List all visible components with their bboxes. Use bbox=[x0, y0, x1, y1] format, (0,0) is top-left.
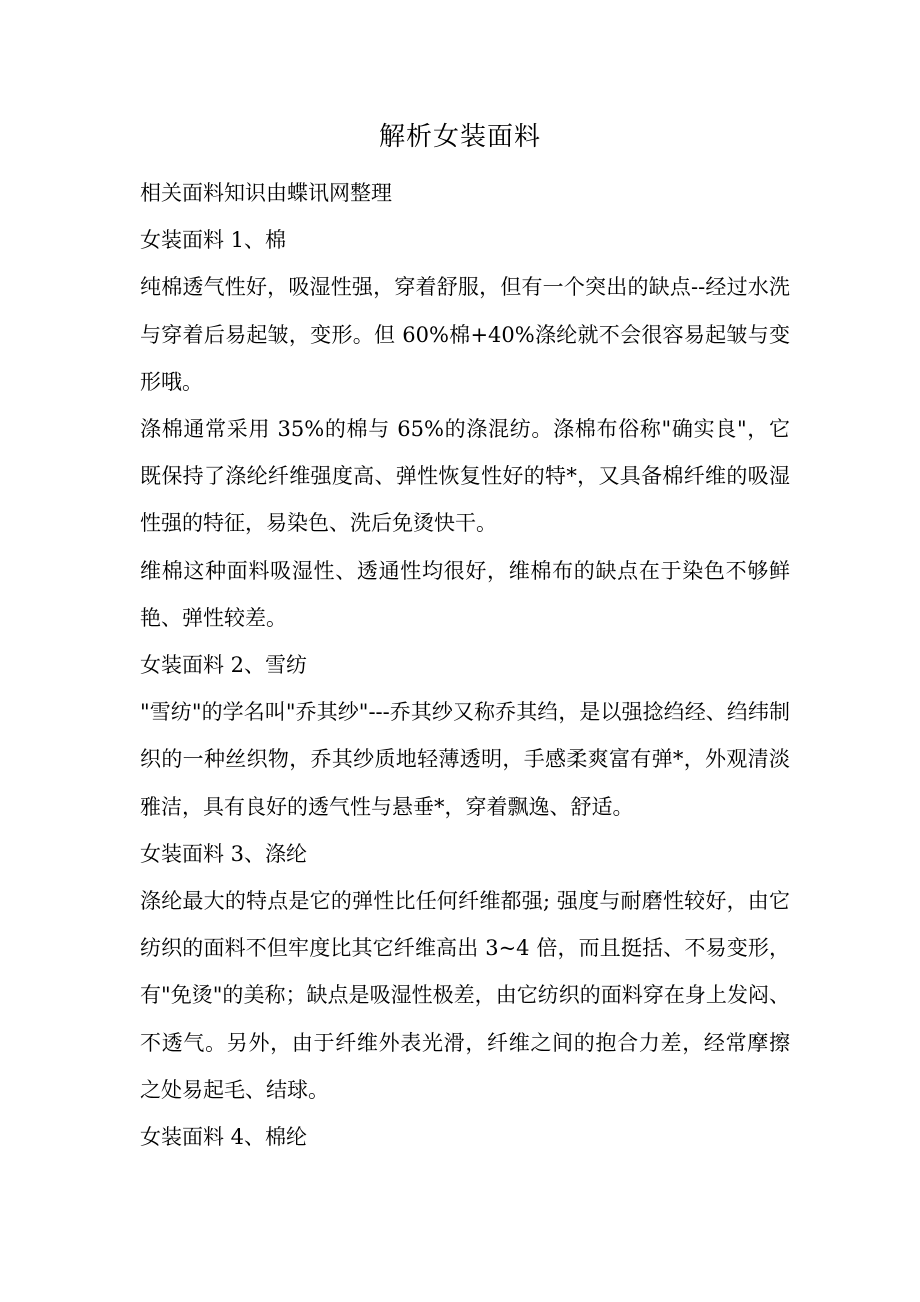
body-paragraph: "雪纺"的学名叫"乔其纱"---乔其纱又称乔其绉，是以强捻绉经、绉纬制织的一种丝织物，乔其纱质地轻薄透明，手感柔爽富有弹*，外观清淡雅洁，具有良好的透气性与悬垂*，穿着飘逸、舒适。 bbox=[140, 700, 790, 819]
section-heading-nylon-cotton: 女装面料 4、棉纶 bbox=[140, 1125, 308, 1150]
section-heading-chiffon: 女装面料 2、雪纺 bbox=[140, 653, 308, 678]
body-paragraph: 涤纶最大的特点是它的弹性比任何纤维都强; 强度与耐磨性较好，由它纺织的面料不但牢度比其它纤维高出 3~4 倍，而且挺括、不易变形，有"免烫"的美称；缺点是吸湿性极差，由它纺织的面料穿在身上发闷、不透气。另外，由于纤维外表光滑，纤维之间的抱合力差，经常摩擦之处易起毛、结球。 bbox=[140, 889, 790, 1102]
body-paragraph: 纯棉透气性好，吸湿性强，穿着舒服，但有一个突出的缺点--经过水洗与穿着后易起皱，变形。但 60%棉+40%涤纶就不会很容易起皱与变形哦。 bbox=[140, 275, 790, 394]
body-paragraph: 涤棉通常采用 35%的棉与 65%的涤混纺。涤棉布俗称"确实良"，它既保持了涤纶纤维强度高、弹性恢复性好的特*，又具备棉纤维的吸湿性强的特征，易染色、洗后免烫快干。 bbox=[140, 417, 790, 536]
intro-paragraph: 相关面料知识由蝶讯网整理 bbox=[140, 181, 392, 205]
section-heading-cotton: 女装面料 1、棉 bbox=[140, 228, 287, 253]
body-paragraph: 维棉这种面料吸湿性、透通性均很好，维棉布的缺点在于染色不够鲜艳、弹性较差。 bbox=[140, 558, 790, 630]
section-heading-polyester: 女装面料 3、涤纶 bbox=[140, 841, 308, 866]
document-title: 解析女装面料 bbox=[378, 122, 541, 152]
document-body bbox=[140, 170, 790, 1161]
